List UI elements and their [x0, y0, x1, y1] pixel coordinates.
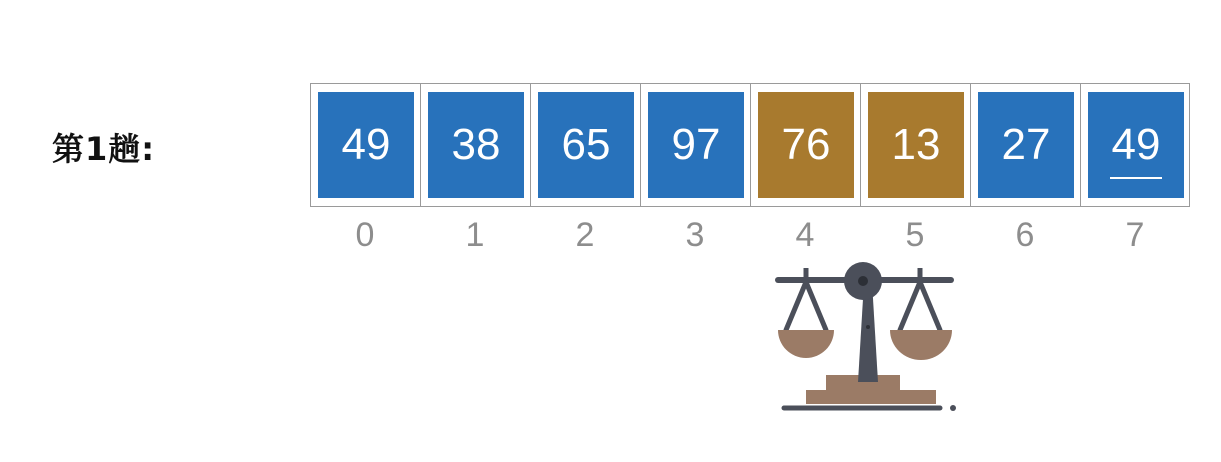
array-cell-value: 76	[781, 120, 831, 169]
array-cell-value: 65	[561, 120, 611, 169]
array-cell-box	[318, 92, 414, 198]
array-index: 0	[355, 216, 375, 254]
array-index: 4	[795, 216, 815, 254]
array-cell-box	[648, 92, 744, 198]
array-cell	[970, 83, 1080, 207]
index-row	[310, 216, 1190, 255]
array-cell-value: 38	[451, 120, 501, 169]
array-cell	[310, 83, 420, 207]
array-index: 3	[685, 216, 705, 254]
array-index: 2	[575, 216, 595, 254]
array-cell-box	[758, 92, 854, 198]
array-cell	[420, 83, 530, 207]
balance-scale-icon	[768, 232, 968, 424]
array-cell	[640, 83, 750, 207]
array-index: 7	[1125, 216, 1145, 254]
array-cell	[860, 83, 970, 207]
array-cell-value: 49	[1111, 120, 1161, 169]
array-cell-box	[538, 92, 634, 198]
array-cell	[1080, 83, 1190, 207]
array-cell-box	[868, 92, 964, 198]
array-cell-box	[1088, 92, 1184, 198]
array-index: 5	[905, 216, 925, 254]
pass-label: 第1趟:	[52, 130, 156, 168]
array-cell-value: 97	[671, 120, 721, 169]
array-row	[310, 83, 1190, 207]
array-index: 6	[1015, 216, 1035, 254]
array-cell-value: 27	[1001, 120, 1051, 169]
array-cell-box	[428, 92, 524, 198]
array-cell	[530, 83, 640, 207]
array-cell	[750, 83, 860, 207]
array-cell-value: 49	[341, 120, 391, 169]
array-cell-value: 13	[891, 120, 941, 169]
array-index: 1	[465, 216, 485, 254]
array-cell-box	[978, 92, 1074, 198]
